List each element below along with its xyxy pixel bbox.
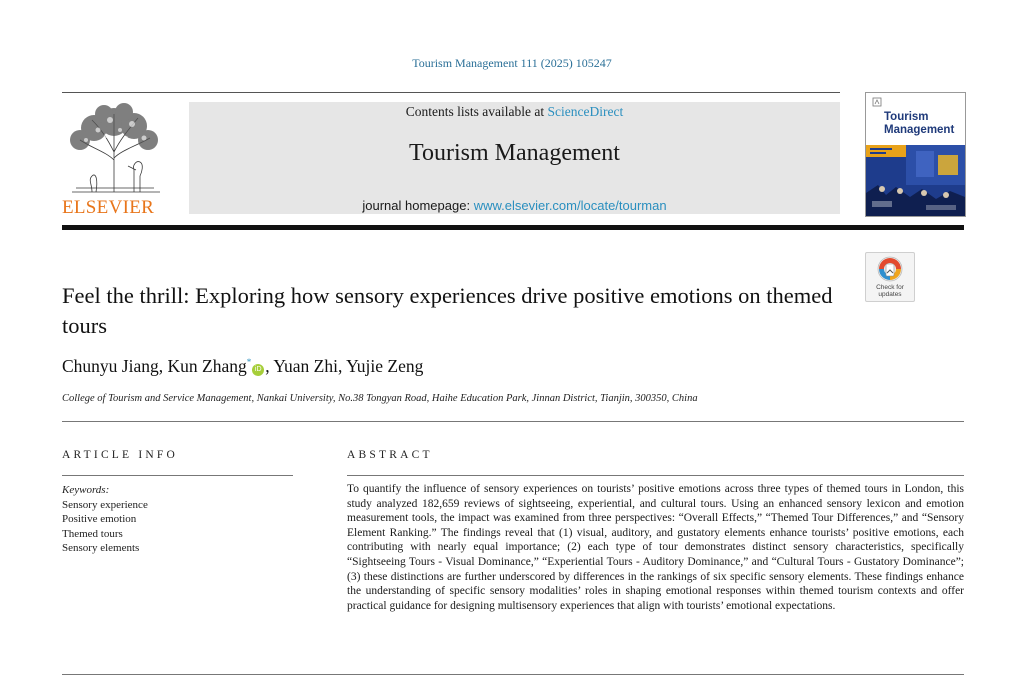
keywords-block: [62, 483, 148, 556]
author-name[interactable]: Yuan Zhi: [273, 356, 338, 376]
journal-banner: [189, 102, 840, 214]
check-for-updates-line1: Check for: [876, 284, 904, 291]
keyword-item[interactable]: Positive emotion: [62, 513, 137, 525]
article-info-rule: [62, 475, 293, 476]
keyword-item[interactable]: Sensory experience: [62, 498, 148, 511]
affiliation-divider: [62, 421, 964, 422]
check-for-updates-label: [866, 284, 914, 298]
journal-citation[interactable]: Tourism Management 111 (2025) 105247: [412, 56, 612, 70]
journal-homepage-link[interactable]: www.elsevier.com/locate/tourman: [473, 198, 667, 213]
corresponding-author-mark[interactable]: *: [246, 357, 252, 368]
sciencedirect-link[interactable]: ScienceDirect: [547, 104, 624, 119]
keyword-item[interactable]: Themed tours: [62, 527, 123, 540]
author-name[interactable]: Yujie Zeng: [346, 356, 424, 376]
homepage-prefix: journal homepage:: [362, 198, 474, 213]
author-separator: ,: [338, 356, 347, 376]
author-list: [62, 356, 423, 377]
keywords-label: Keywords:: [62, 484, 110, 496]
contents-prefix: Contents lists available at: [405, 104, 548, 119]
cover-title-line1: Tourism: [884, 111, 929, 123]
check-for-updates-button[interactable]: [865, 252, 915, 302]
journal-name: Tourism Management: [409, 140, 620, 166]
cover-publisher-icon: [872, 97, 882, 107]
journal-homepage-line: [189, 198, 840, 213]
author-separator: ,: [265, 356, 274, 376]
elsevier-logo[interactable]: [62, 100, 166, 217]
cover-title: [884, 111, 954, 137]
header-divider: [62, 225, 964, 230]
header-top-rule: [62, 92, 840, 93]
orcid-icon[interactable]: iD: [252, 364, 264, 376]
check-for-updates-icon: [877, 256, 903, 284]
author-name[interactable]: Kun Zhang: [167, 356, 247, 376]
contents-availability-line: [189, 104, 840, 120]
author-affiliation: College of Tourism and Service Management, Nankai University, No.38 Tongyan Road, Haihe Education Park, Jinnan District, Tianjin, 300350, China: [62, 393, 698, 404]
author-separator: ,: [158, 356, 168, 376]
keyword-item[interactable]: Sensory elements: [62, 542, 140, 554]
check-for-updates-line2: updates: [878, 291, 902, 298]
elsevier-tree-icon: [62, 100, 166, 194]
abstract-heading: ABSTRACT: [347, 449, 433, 461]
abstract-rule: [347, 475, 964, 476]
article-info-heading: ARTICLE INFO: [62, 449, 178, 461]
elsevier-wordmark: ELSEVIER: [62, 197, 155, 218]
abstract-text: To quantify the influence of sensory experiences on tourists’ positive emotions across three types of themed tours in London, this study analyzed 182,659 reviews of sightseeing, experiential, and cultural tours. Using an enhanced sensory lexicon and emotion measurement tools, the impact was examined from three perspectives: “Overall Effects,” “Themed Tour Differences,” and “Sensory Element Ranking.” The findings reveal that (1) visual, auditory, and gustatory elements enhance tourists’ positive emotions, each contributing with nearly equal importance; (2) each type of tour demonstrates distinct sensory characteristics, specifically “Sightseeing Tours - Visual Dominance,” “Experiential Tours - Auditory Dominance,” and “Cultural Tours - Gustatory Dominance”; (3) these distinctions are further underscored by differences in the rankings of six specific sensory elements. These findings enhance the understanding of specific sensory modalities’ roles in shaping emotional responses within themed tourism contexts and offer practical guidance for designing multisensory experiences that align with tourists’ emotional expectations.: [347, 483, 964, 612]
journal-cover[interactable]: [865, 92, 966, 217]
author-name[interactable]: Chunyu Jiang: [62, 356, 159, 376]
abstract-bottom-rule: [62, 674, 964, 675]
article-title: Feel the thrill: Exploring how sensory experiences drive positive emotions on themed tours: [62, 283, 833, 338]
cover-photo-image: [866, 145, 965, 216]
cover-title-line2: Management: [884, 124, 955, 136]
